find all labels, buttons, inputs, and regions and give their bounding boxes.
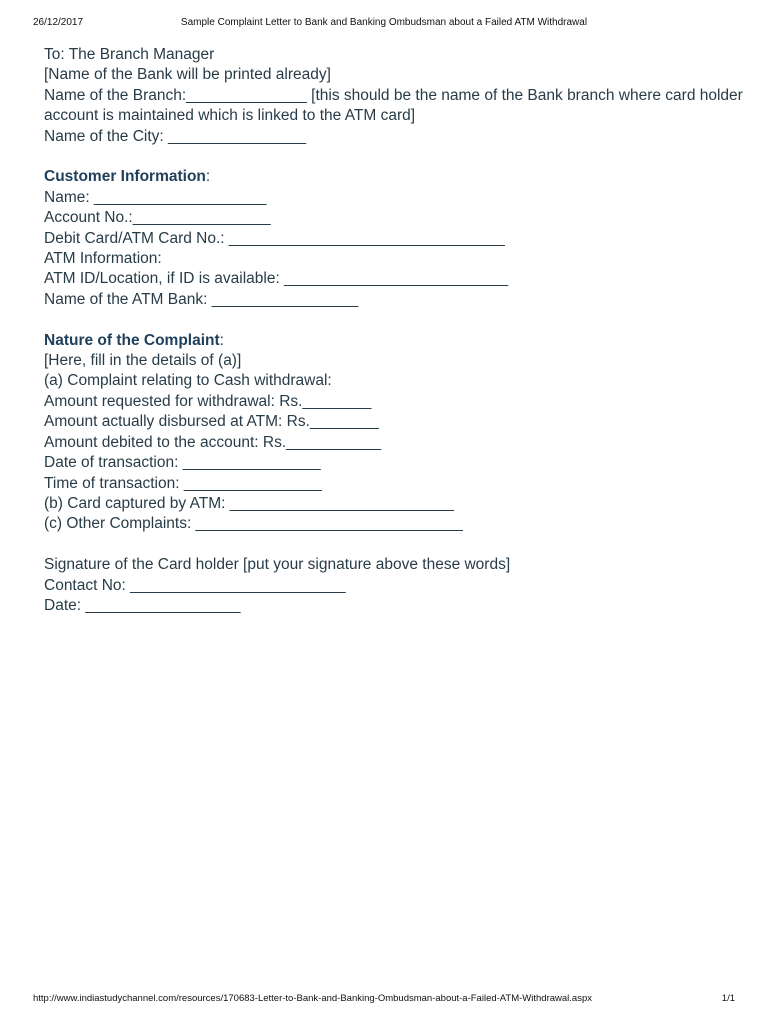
atm-bank-line: Name of the ATM Bank: _________________ <box>44 290 359 308</box>
card-captured-line: (b) Card captured by ATM: __________________________ <box>44 494 454 512</box>
customer-name-line: Name: ____________________ <box>44 188 267 206</box>
spacer <box>44 310 744 330</box>
date-line: Date: __________________ <box>44 596 241 614</box>
bank-name-line: [Name of the Bank will be printed already] <box>44 66 331 84</box>
transaction-time-line: Time of transaction: ________________ <box>44 474 322 492</box>
source-url: http://www.indiastudychannel.com/resources/170683-Letter-to-Bank-and-Banking-Ombudsman-about-a-Failed-ATM-Withdrawal.aspx <box>33 993 592 1004</box>
addressee-line: To: The Branch Manager <box>44 46 215 63</box>
spacer <box>44 147 744 167</box>
cash-withdrawal-line: (a) Complaint relating to Cash withdrawal: <box>44 372 332 390</box>
city-name-line: Name of the City: ________________ <box>44 127 306 145</box>
atm-information-line: ATM Information: <box>44 250 162 268</box>
complaint-section <box>44 331 744 535</box>
amount-debited-line: Amount debited to the account: Rs.___________ <box>44 433 381 451</box>
other-complaints-line: (c) Other Complaints: _______________________________ <box>44 515 463 533</box>
customer-information-heading: Customer Information <box>44 168 206 186</box>
amount-disbursed-line: Amount actually disbursed at ATM: Rs.________ <box>44 413 379 431</box>
transaction-date-line: Date of transaction: ________________ <box>44 454 321 472</box>
complaint-heading-row <box>44 331 744 351</box>
print-footer <box>0 993 768 1007</box>
print-header <box>0 17 768 31</box>
complaint-instruction-line: [Here, fill in the details of (a)] <box>44 352 242 370</box>
complaint-letter <box>44 45 744 616</box>
signature-line: Signature of the Card holder [put your signature above these words] <box>44 556 511 574</box>
print-date: 26/12/2017 <box>33 17 84 28</box>
address-block <box>44 45 744 147</box>
branch-name-line: Name of the Branch:______________ [this should be the name of the Bank branch where card holder account is maintained which is linked to the ATM card] <box>44 86 743 125</box>
spacer <box>44 535 744 555</box>
heading-colon: : <box>205 168 211 186</box>
print-title: Sample Complaint Letter to Bank and Banking Ombudsman about a Failed ATM Withdrawal <box>180 17 588 28</box>
amount-requested-line: Amount requested for withdrawal: Rs.________ <box>44 392 372 410</box>
customer-information-section <box>44 167 744 310</box>
card-number-line: Debit Card/ATM Card No.: ________________________________ <box>44 229 505 247</box>
page-number: 1/1 <box>721 993 735 1004</box>
contact-number-line: Contact No: _________________________ <box>44 576 346 594</box>
account-number-line: Account No.:________________ <box>44 209 271 227</box>
heading-colon: : <box>219 331 224 349</box>
complaint-heading: Nature of the Complaint <box>44 331 220 349</box>
atm-location-line: ATM ID/Location, if ID is available: __________________________ <box>44 270 509 288</box>
signature-section <box>44 555 744 616</box>
customer-information-heading-row <box>44 167 744 187</box>
